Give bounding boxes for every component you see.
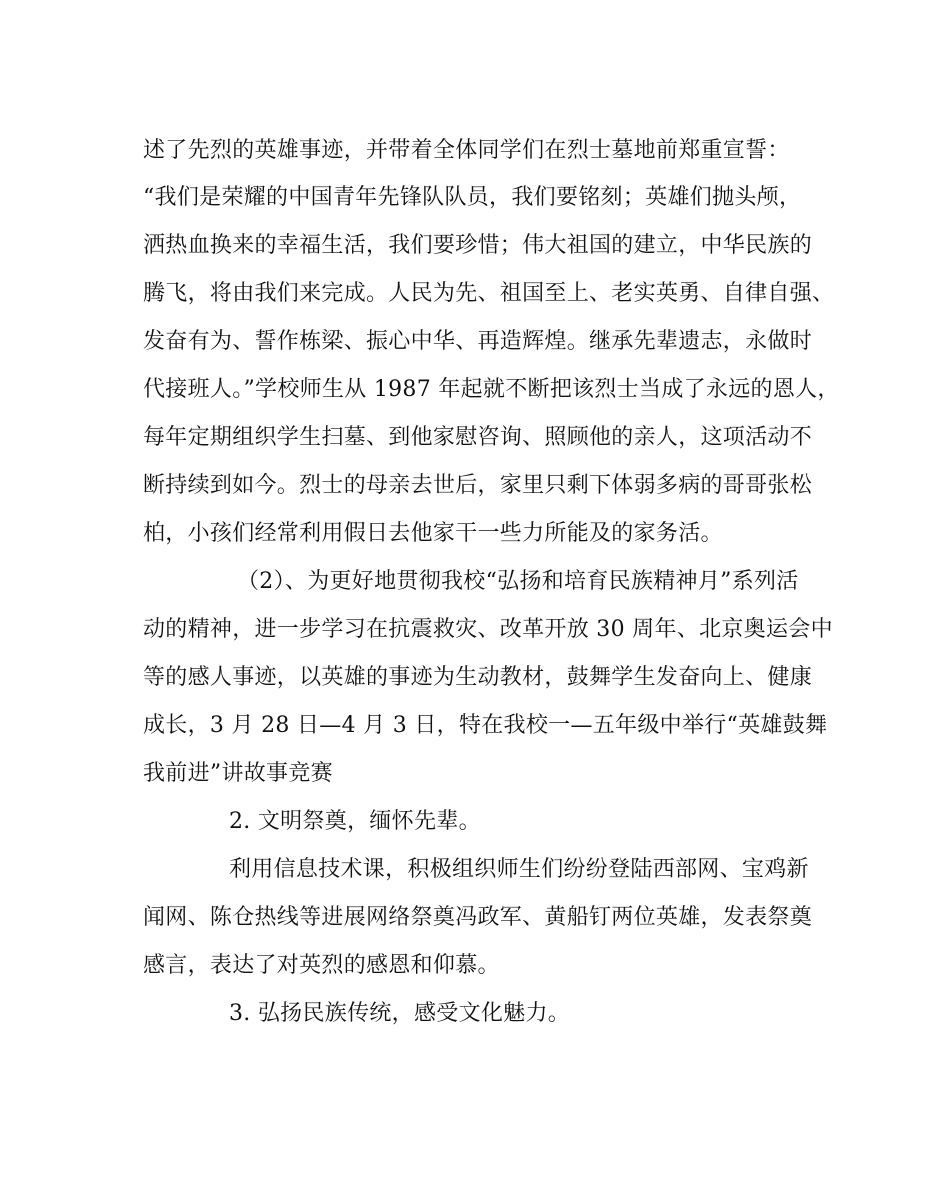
text-line: 洒热血换来的幸福生活，我们要珍惜；伟大祖国的建立，中华民族的 (143, 233, 813, 258)
text-line: 感言，表达了对英烈的感恩和仰慕。 (143, 953, 500, 978)
section-heading: 2. 文明祭奠，缅怀先辈。 (229, 809, 481, 834)
text-line: 成长，3 月 28 日—4 月 3 日，特在我校一—五年级中举行“英雄鼓舞 (143, 713, 828, 738)
text-line: “我们是荣耀的中国青年先锋队队员，我们要铭刻；英雄们抛头颅， (143, 185, 802, 210)
paragraph-start: （2）、为更好地贯彻我校“弘扬和培育民族精神月”系列活 (237, 569, 799, 594)
text-line: 述了先烈的英雄事迹，并带着全体同学们在烈士墓地前郑重宣誓： (143, 138, 790, 163)
text-line: 发奋有为、誓作栋梁、振心中华、再造辉煌。继承先辈遗志，永做时 (143, 329, 813, 354)
text-line: 每年定期组织学生扫墓、到他家慰咨询、照顾他的亲人，这项活动不 (143, 425, 813, 450)
text-line: 闻网、陈仓热线等进展网络祭奠冯政军、黄船钉两位英雄，发表祭奠 (143, 905, 813, 930)
text-line: 腾飞，将由我们来完成。人民为先、祖国至上、老实英勇、自律自强、 (143, 281, 835, 306)
text-line: 等的感人事迹，以英雄的事迹为生动教材，鼓舞学生发奋向上、健康 (143, 665, 813, 690)
text-line: 柏，小孩们经常利用假日去他家干一些力所能及的家务活。 (143, 521, 723, 546)
text-line: 动的精神，进一步学习在抗震救灾、改革开放 30 周年、北京奥运会中 (143, 617, 833, 642)
text-line: 代接班人。”学校师生从 1987 年起就不断把该烈士当成了永远的恩人， (143, 377, 840, 402)
text-line: 我前进”讲故事竞赛 (143, 761, 333, 786)
paragraph-start: 利用信息技术课，积极组织师生们纷纷登陆西部网、宝鸡新 (229, 857, 809, 882)
section-heading: 3. 弘扬民族传统，感受文化魅力。 (229, 1001, 571, 1026)
text-line: 断持续到如今。烈士的母亲去世后，家里只剩下体弱多病的哥哥张松 (143, 473, 813, 498)
